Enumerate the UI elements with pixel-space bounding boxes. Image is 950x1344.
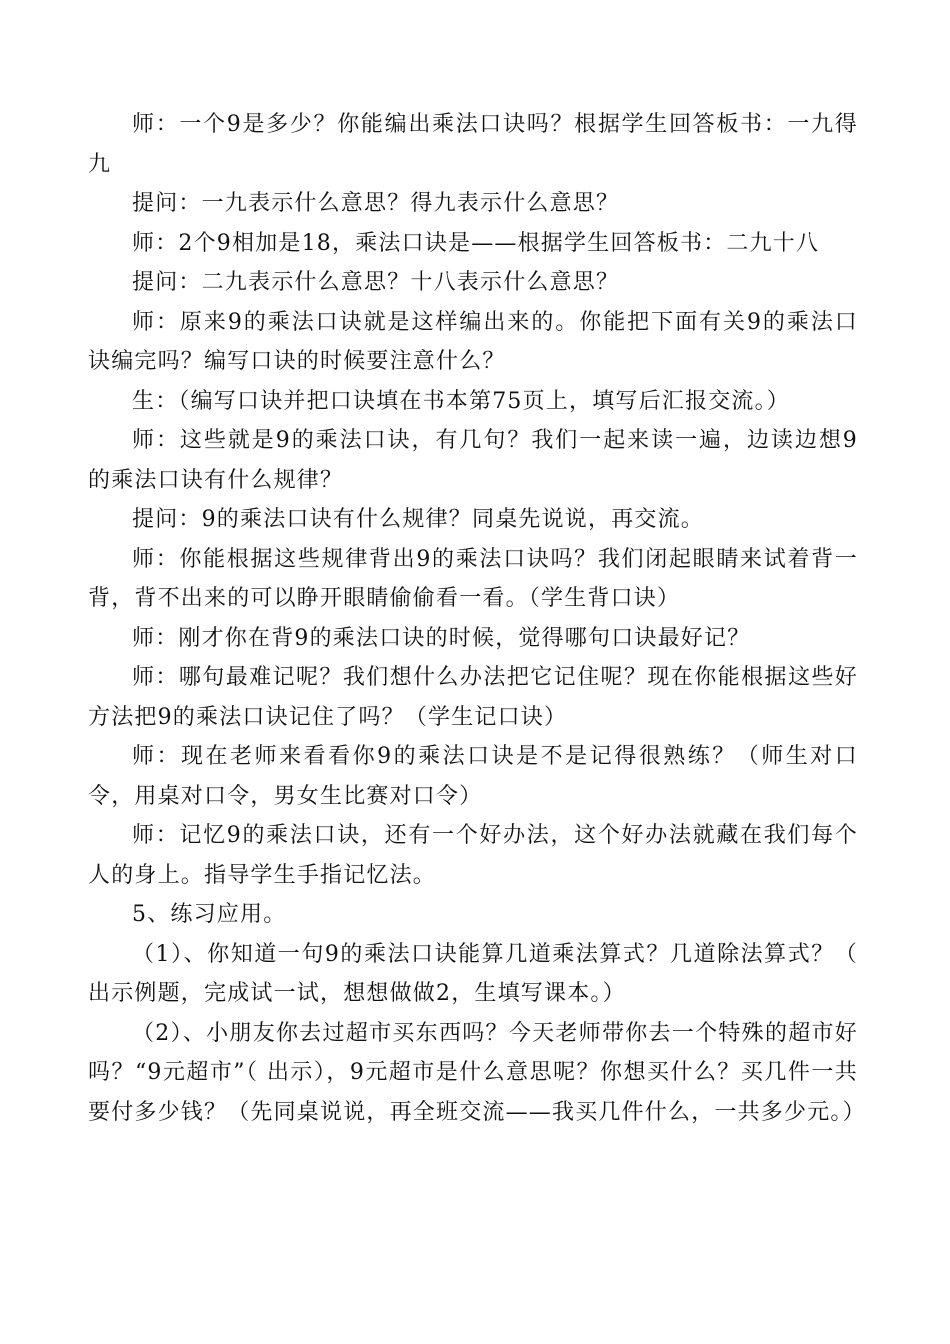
paragraph-8: 提问：9的乘法口诀有什么规律？同桌先说说，再交流。 (132, 507, 704, 532)
paragraph-4: 提问：二九表示什么意思？十八表示什么意思？ (132, 270, 620, 295)
exercise-1: （1）、你知道一句9的乘法口诀能算几道乘法算式？几道除法算式？（ 出示例题，完成试一试，想想做做2，生填写课本。） (88, 941, 858, 1006)
paragraph-12: 师：现在老师来看看你9的乘法口诀是不是记得很熟练？（师生对口令，用桌对口令，男女生比赛对口令） (88, 744, 858, 809)
paragraph-2: 提问：一九表示什么意思？得九表示什么意思？ (132, 191, 620, 216)
paragraph-1: 师：一个9是多少？你能编出乘法口诀吗？根据学生回答板书：一九得九 (88, 112, 858, 177)
exercise-2: （2）、小朋友你去过超市买东西吗？今天老师带你去一个特殊的超市好吗？“9元超市”（ 出示），9元超市是什么意思呢？你想买什么？买几件一共要付多少钱？（先同桌说说，再全班交流——我买几件什么，一共多少元。） (88, 1020, 866, 1125)
paragraph-9: 师：你能根据这些规律背出9的乘法口诀吗？我们闭起眼睛来试着背一背，背不出来的可以睁开眼睛偷偷看一看。（学生背口诀） (88, 546, 858, 611)
paragraph-7: 师：这些就是9的乘法口诀，有几句？我们一起来读一遍，边读边想9的乘法口诀有什么规律？ (88, 428, 858, 493)
paragraph-13: 师：记忆9的乘法口诀，还有一个好办法，这个好办法就藏在我们每个人的身上。指导学生手指记忆法。 (88, 823, 858, 888)
section-heading: 5、练习应用。 (132, 902, 287, 927)
document-body (88, 105, 866, 1132)
paragraph-5: 师：原来9的乘法口诀就是这样编出来的。你能把下面有关9的乘法口诀编完吗？编写口诀的时候要注意什么？ (88, 309, 858, 374)
paragraph-6: 生：（编写口诀并把口诀填在书本第75页上，填写后汇报交流。） (132, 388, 790, 414)
paragraph-10: 师：刚才你在背9的乘法口诀的时候，觉得哪句口诀最好记？ (132, 625, 751, 651)
paragraph-11: 师：哪句最难记呢？我们想什么办法把它记住呢？现在你能根据这些好方法把9的乘法口诀记住了吗？（学生记口诀） (88, 665, 858, 730)
paragraph-3: 师：2个9相加是18，乘法口诀是——根据学生回答板书：二九十八 (132, 230, 820, 256)
